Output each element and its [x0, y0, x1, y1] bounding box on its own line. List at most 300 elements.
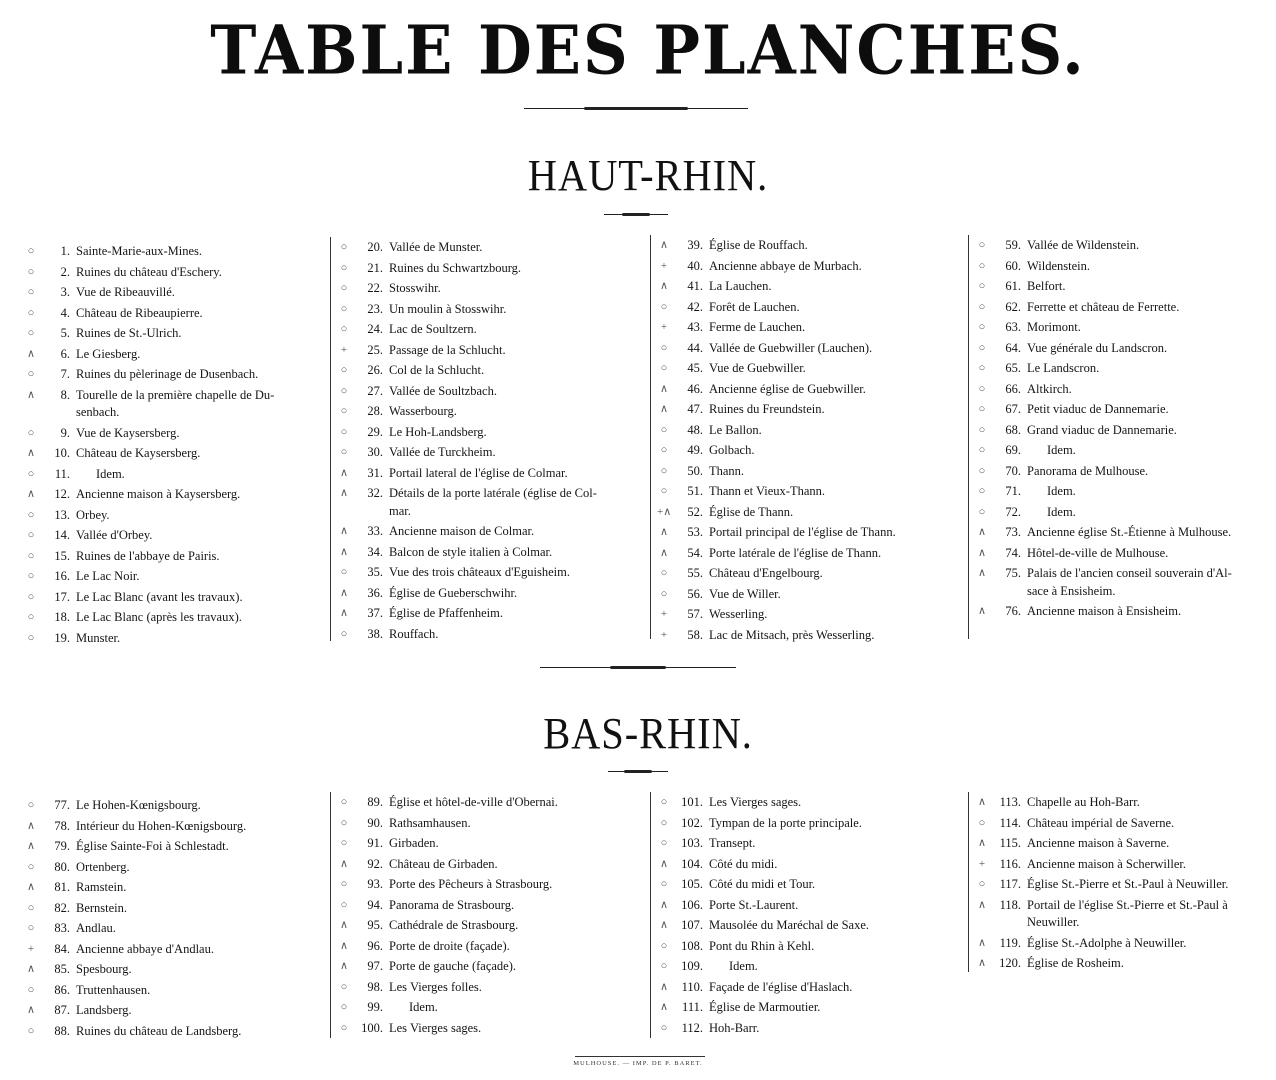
plate-entry: [331, 340, 641, 361]
plate-title: Grand viaduc de Dannemarie.: [1027, 422, 1177, 437]
plate-entry: [969, 297, 1276, 318]
plate-title: Ruines du Schwartzbourg.: [389, 260, 522, 275]
plate-entry: [18, 980, 328, 1001]
section-title-haut-rhin: HAUT-RHIN.: [527, 151, 769, 200]
plate-title: Thann et Vieux-Thann.: [709, 484, 825, 498]
plate-entry: [651, 502, 961, 523]
handwritten-mark: ∧: [339, 525, 349, 537]
plate-number: 17.: [54, 589, 70, 604]
plate-title: Ortenberg.: [76, 859, 130, 874]
plate-entry: [18, 918, 328, 939]
plate-number: 24.: [367, 322, 383, 336]
plate-entry: [331, 624, 641, 645]
plate-entry: [651, 379, 961, 400]
page-title: TABLE DES PLANCHES.: [210, 11, 1086, 90]
plate-entry: [331, 813, 641, 834]
plate-title: Vue des trois châteaux d'Eguisheim.: [389, 565, 570, 579]
plate-title: Balcon de style italien à Colmar.: [389, 544, 553, 559]
handwritten-mark: ○: [660, 960, 668, 972]
plate-title: Vue de Guebwiller.: [709, 361, 806, 375]
plate-entry: [331, 237, 641, 258]
plate-title: Vue de Ribeauvillé.: [76, 285, 175, 299]
plate-entry: [651, 235, 961, 256]
handwritten-mark: ∧: [977, 957, 987, 969]
handwritten-mark: ○: [27, 549, 35, 562]
plate-title: Ferme de Lauchen.: [709, 320, 806, 334]
plate-number: 59.: [1005, 238, 1021, 252]
plate-entry: [969, 953, 1276, 974]
plate-title-continuation: sace à Ensisheim.: [1027, 583, 1116, 598]
plate-number: 53.: [687, 525, 703, 539]
plate-entry: [651, 1018, 961, 1039]
plate-title: Ancienne maison à Kaysersberg.: [76, 487, 241, 501]
plate-number: 98.: [367, 979, 383, 994]
plate-entry: [331, 521, 641, 542]
plate-title: Idem.: [409, 1000, 438, 1014]
section-title-bas-rhin: BAS-RHIN.: [543, 709, 753, 758]
bas-rhin-column-1: [18, 795, 328, 1041]
plate-number: 27.: [367, 383, 383, 398]
plate-title: Lac de Soultzern.: [389, 322, 477, 336]
plate-number: 120.: [999, 956, 1021, 970]
plate-title: Lac de Mitsach, près Wesserling.: [709, 627, 875, 642]
plate-title: Vallée d'Orbey.: [76, 528, 153, 542]
handwritten-mark: +: [27, 942, 35, 955]
plate-title: Le Lac Blanc (avant les travaux).: [76, 589, 243, 604]
plate-number: 12.: [54, 487, 70, 501]
plate-entry: [969, 813, 1276, 834]
plate-entry: [331, 483, 641, 521]
plate-entry: [331, 833, 641, 854]
plate-title: Côté du midi et Tour.: [709, 877, 816, 891]
plate-entry: [18, 816, 328, 837]
bas-rhin-column-2: [330, 792, 641, 1038]
plate-entry: [651, 276, 961, 297]
plate-title: Église St.-Pierre et St.-Paul à Neuwiller.: [1027, 877, 1229, 891]
plate-title: Bernstein.: [76, 900, 128, 915]
plate-number: 115.: [999, 836, 1021, 850]
handwritten-mark: ○: [27, 529, 35, 541]
plate-entry: [651, 563, 961, 584]
plate-entry: [18, 1000, 328, 1021]
handwritten-mark: ○: [660, 362, 668, 374]
plate-entry: [651, 604, 961, 625]
plate-number: 14.: [54, 528, 70, 542]
plate-entry: [651, 956, 961, 977]
plate-title-continuation: mar.: [389, 503, 411, 518]
plate-title: Ancienne maison à Saverne.: [1027, 836, 1170, 850]
plate-number: 48.: [687, 422, 703, 437]
handwritten-mark: ○: [660, 816, 668, 829]
plate-title: Hoh-Barr.: [709, 1020, 760, 1035]
plate-title: Façade de l'église d'Haslach.: [709, 979, 853, 994]
plate-entry: [18, 464, 328, 485]
handwritten-mark: ∧: [659, 919, 669, 931]
plate-number: 113.: [999, 795, 1021, 809]
handwritten-mark: ∧: [977, 605, 987, 617]
handwritten-mark: ○: [978, 259, 986, 272]
plate-entry: [18, 795, 328, 816]
handwritten-mark: ∧: [339, 545, 349, 558]
plate-title: Ruines de l'abbaye de Pairis.: [76, 548, 220, 563]
handwritten-mark: ○: [660, 837, 668, 849]
handwritten-mark: ○: [27, 306, 35, 319]
plate-entry: [969, 563, 1276, 601]
plate-entry: [331, 936, 641, 957]
plate-number: 109.: [681, 959, 703, 973]
handwritten-mark: ∧: [659, 382, 669, 395]
plate-title: Ruines de St.-Ulrich.: [76, 326, 182, 340]
handwritten-mark: ○: [660, 796, 668, 808]
plate-number: 102.: [681, 815, 703, 830]
plate-title: Église de Rosheim.: [1027, 956, 1124, 970]
plate-number: 6.: [60, 346, 70, 361]
handwritten-mark: ∧: [339, 960, 349, 972]
handwritten-mark: ○: [27, 922, 35, 934]
handwritten-mark: ∧: [977, 936, 987, 949]
plate-entry: [18, 303, 328, 324]
plate-number: 114.: [999, 815, 1021, 830]
plate-number: 20.: [367, 240, 383, 254]
plate-entry: [331, 319, 641, 340]
plate-number: 30.: [367, 445, 383, 459]
plate-number: 28.: [367, 404, 383, 418]
plate-entry: [18, 939, 328, 960]
handwritten-mark: ○: [660, 1021, 668, 1034]
handwritten-mark: ○: [340, 302, 348, 315]
plate-number: 21.: [367, 260, 383, 275]
plate-number: 1.: [60, 244, 70, 258]
plate-number: 52.: [687, 504, 703, 519]
plate-number: 3.: [60, 285, 70, 299]
plate-title-continuation: senbach.: [76, 405, 120, 419]
plate-title: Les Vierges sages.: [709, 795, 802, 809]
plate-title: Église et hôtel-de-ville d'Obernai.: [389, 795, 558, 809]
handwritten-mark: ○: [340, 980, 348, 993]
handwritten-mark: ○: [660, 939, 668, 952]
plate-number: 46.: [687, 381, 703, 396]
plate-title: Intérieur du Hohen-Kœnigsbourg.: [76, 818, 247, 833]
plate-title: Les Vierges sages.: [389, 1020, 482, 1035]
handwritten-mark: ○: [660, 464, 668, 477]
plate-entry: [651, 874, 961, 895]
plate-entry: [969, 543, 1276, 564]
plate-entry: [331, 792, 641, 813]
plate-number: 99.: [367, 1000, 383, 1014]
handwritten-mark: ○: [660, 587, 668, 600]
plate-title: Ancienne église de Guebwiller.: [709, 381, 866, 396]
plate-entry: [18, 587, 328, 608]
plate-title: Pont du Rhin à Kehl.: [709, 938, 815, 953]
handwritten-mark: ○: [978, 464, 986, 477]
plate-entry: [651, 543, 961, 564]
plate-number: 33.: [367, 524, 383, 538]
handwritten-mark: ∧: [26, 1004, 36, 1016]
handwritten-mark: ○: [978, 423, 986, 436]
plate-title: Porte latérale de l'église de Thann.: [709, 545, 882, 560]
plate-title: Idem.: [1047, 484, 1076, 498]
plate-number: 56.: [687, 586, 703, 601]
plate-number: 93.: [367, 877, 383, 891]
handwritten-mark: ○: [27, 590, 35, 603]
plate-entry: [651, 997, 961, 1018]
plate-title: Ancienne maison à Scherwiller.: [1027, 856, 1186, 871]
plate-title: Le Ballon.: [709, 422, 762, 437]
handwritten-mark: ○: [340, 898, 348, 911]
plate-title: Belfort.: [1027, 279, 1066, 293]
plate-title: Morimont.: [1027, 320, 1081, 334]
plate-entry: [18, 385, 328, 423]
plate-title: Rouffach.: [389, 626, 439, 641]
plate-entry: [331, 997, 641, 1018]
handwritten-mark: ○: [340, 796, 348, 808]
plate-title: Andlau.: [76, 921, 116, 935]
plate-title: Hôtel-de-ville de Mulhouse.: [1027, 545, 1169, 560]
plate-entry: [969, 461, 1276, 482]
plate-title: Ferrette et château de Ferrette.: [1027, 299, 1180, 314]
plate-entry: [18, 607, 328, 628]
printer-imprint: MULHOUSE. — IMP. DE P. BARET.: [573, 1060, 703, 1067]
handwritten-mark: ○: [27, 327, 35, 339]
plate-entry: [969, 522, 1276, 543]
plate-number: 101.: [681, 795, 703, 809]
plate-number: 75.: [1005, 566, 1021, 580]
plate-number: 35.: [367, 565, 383, 579]
handwritten-mark: ∧: [659, 239, 669, 251]
plate-number: 39.: [687, 238, 703, 252]
plate-number: 77.: [54, 798, 70, 812]
handwritten-mark: ○: [978, 300, 986, 313]
handwritten-mark: ∧: [339, 857, 349, 870]
plate-entry: [969, 933, 1276, 954]
plate-entry: [651, 399, 961, 420]
plate-number: 22.: [367, 281, 383, 295]
plate-title: Vallée de Guebwiller (Lauchen).: [709, 340, 873, 355]
plate-title: Stosswihr.: [389, 281, 441, 295]
plate-entry: [18, 323, 328, 344]
plate-title: Ramstein.: [76, 880, 127, 894]
plate-entry: [651, 936, 961, 957]
handwritten-mark: ○: [340, 241, 348, 253]
plate-entry: [331, 583, 641, 604]
plate-number: 4.: [60, 305, 70, 320]
plate-title: Transept.: [709, 836, 756, 850]
plate-entry: [969, 833, 1276, 854]
plate-entry: [969, 895, 1276, 933]
handwritten-mark: +∧: [657, 505, 672, 518]
plate-title: Vallée de Soultzbach.: [389, 383, 497, 398]
handwritten-mark: ○: [978, 280, 986, 292]
plate-number: 10.: [54, 446, 70, 460]
plate-title: Golbach.: [709, 443, 755, 457]
plate-title: Col de la Schlucht.: [389, 363, 485, 377]
handwritten-mark: ○: [27, 265, 35, 278]
handwritten-mark: ○: [660, 567, 668, 579]
handwritten-mark: ○: [340, 425, 348, 438]
plate-number: 16.: [54, 569, 70, 583]
plate-entry: [331, 278, 641, 299]
plate-entry: [969, 235, 1276, 256]
handwritten-mark: ○: [340, 837, 348, 849]
plate-title: Château de Girbaden.: [389, 856, 498, 871]
handwritten-mark: ○: [978, 382, 986, 395]
plate-entry: [18, 836, 328, 857]
handwritten-mark: ○: [660, 444, 668, 456]
plate-entry: [18, 898, 328, 919]
plate-number: 54.: [687, 545, 703, 560]
handwritten-mark: ○: [978, 403, 986, 415]
plate-number: 87.: [54, 1003, 70, 1017]
plate-number: 9.: [60, 425, 70, 440]
plate-title: Sainte-Marie-aux-Mines.: [76, 244, 203, 258]
plate-number: 118.: [999, 897, 1021, 912]
plate-title: Munster.: [76, 630, 121, 645]
plate-number: 116.: [999, 856, 1021, 871]
handwritten-mark: ○: [340, 816, 348, 829]
plate-title: Wesserling.: [709, 607, 768, 621]
plate-entry: [331, 854, 641, 875]
plate-title: Wasserbourg.: [389, 404, 457, 418]
plate-number: 66.: [1005, 381, 1021, 396]
handwritten-mark: ○: [978, 485, 986, 497]
handwritten-mark: ○: [340, 384, 348, 397]
plate-number: 18.: [54, 610, 70, 624]
handwritten-mark: ∧: [659, 546, 669, 559]
plate-number: 110.: [681, 979, 703, 994]
haut-rhin-column-3: [650, 235, 961, 642]
plate-number: 61.: [1005, 279, 1021, 293]
handwritten-mark: ∧: [659, 280, 669, 292]
handwritten-mark: ∧: [26, 447, 36, 459]
plate-entry: [18, 443, 328, 464]
plate-title: Ancienne maison de Colmar.: [389, 524, 535, 538]
plate-entry: [651, 461, 961, 482]
plate-entry: [969, 420, 1276, 441]
plate-title: Petit viaduc de Dannemarie.: [1027, 402, 1169, 416]
plate-number: 38.: [367, 626, 383, 641]
plate-number: 73.: [1005, 525, 1021, 539]
handwritten-mark: ○: [978, 362, 986, 374]
plate-entry: [18, 857, 328, 878]
plate-number: 71.: [1005, 484, 1021, 498]
plate-number: 55.: [687, 566, 703, 580]
plate-title: Église de Rouffach.: [709, 238, 808, 252]
plate-entry: [969, 601, 1276, 622]
plate-entry: [651, 338, 961, 359]
plate-title: Truttenhausen.: [76, 982, 151, 997]
plate-number: 72.: [1005, 504, 1021, 519]
plate-entry: [18, 241, 328, 262]
plate-entry: [969, 338, 1276, 359]
plate-title: Le Landscron.: [1027, 361, 1100, 375]
plate-number: 19.: [54, 630, 70, 645]
plate-entry: [331, 562, 641, 583]
plate-entry: [331, 874, 641, 895]
plate-number: 112.: [681, 1020, 703, 1035]
plate-title: Vallée de Munster.: [389, 240, 483, 254]
handwritten-mark: ○: [27, 799, 35, 811]
plate-entry: [651, 977, 961, 998]
handwritten-mark: ○: [660, 300, 668, 313]
plate-entry: [18, 262, 328, 283]
plate-number: 37.: [367, 606, 383, 620]
plate-entry: [331, 360, 641, 381]
plate-entry: [969, 854, 1276, 875]
handwritten-mark: ○: [978, 341, 986, 354]
plate-entry: [331, 603, 641, 624]
handwritten-mark: ○: [27, 631, 35, 644]
handwritten-mark: ○: [27, 983, 35, 996]
plate-entry: [18, 344, 328, 365]
handwritten-mark: +: [660, 321, 668, 333]
plate-entry: [18, 566, 328, 587]
handwritten-mark: +: [660, 628, 668, 641]
plate-entry: [331, 422, 641, 443]
plate-number: 106.: [681, 897, 703, 912]
plate-number: 44.: [687, 340, 703, 355]
plate-entry: [651, 481, 961, 502]
plate-entry: [18, 364, 328, 385]
plate-entry: [969, 481, 1276, 502]
plate-number: 64.: [1005, 340, 1021, 355]
plate-number: 91.: [367, 836, 383, 850]
plate-title: Église St.-Adolphe à Neuwiller.: [1027, 935, 1187, 950]
plate-number: 82.: [54, 900, 70, 915]
plate-number: 25.: [367, 342, 383, 357]
bas-rhin-ornament-rule: [608, 770, 668, 774]
handwritten-mark: ○: [340, 1021, 348, 1034]
plate-entry: [331, 956, 641, 977]
handwritten-mark: +: [978, 857, 986, 870]
imprint-rule: [575, 1056, 705, 1057]
haut-rhin-ornament-rule: [604, 213, 668, 217]
plate-title: Altkirch.: [1027, 381, 1072, 396]
plate-title: Église de Marmoutier.: [709, 1000, 821, 1014]
plate-number: 26.: [367, 363, 383, 377]
plate-title: Chapelle au Hoh-Barr.: [1027, 795, 1140, 809]
handwritten-mark: ∧: [339, 487, 349, 499]
plate-title: Ancienne abbaye d'Andlau.: [76, 941, 214, 956]
handwritten-mark: ∧: [977, 898, 987, 911]
plate-entry: [331, 258, 641, 279]
handwritten-mark: ∧: [659, 898, 669, 911]
handwritten-mark: ∧: [659, 526, 669, 538]
handwritten-mark: ∧: [977, 796, 987, 808]
plate-entry: [331, 895, 641, 916]
plate-title: Portail de l'église St.-Pierre et St.-Paul à: [1027, 897, 1228, 912]
plate-entry: [18, 423, 328, 444]
plate-number: 8.: [60, 387, 70, 402]
plate-title: Panorama de Strasbourg.: [389, 897, 515, 912]
handwritten-mark: ○: [660, 878, 668, 890]
plate-number: 63.: [1005, 320, 1021, 334]
title-ornament-rule: [524, 107, 748, 111]
handwritten-mark: ○: [27, 426, 35, 439]
plate-number: 85.: [54, 962, 70, 976]
plate-entry: [331, 463, 641, 484]
plate-entry: [651, 813, 961, 834]
handwritten-mark: ○: [27, 508, 35, 521]
plate-title: Landsberg.: [76, 1003, 132, 1017]
plate-title: Ruines du château de Landsberg.: [76, 1023, 242, 1038]
plate-number: 15.: [54, 548, 70, 563]
plate-number: 13.: [54, 507, 70, 522]
plate-title: Thann.: [709, 463, 745, 478]
plate-entry: [651, 440, 961, 461]
plate-number: 41.: [687, 279, 703, 293]
handwritten-mark: ○: [660, 423, 668, 436]
handwritten-mark: ○: [340, 878, 348, 890]
